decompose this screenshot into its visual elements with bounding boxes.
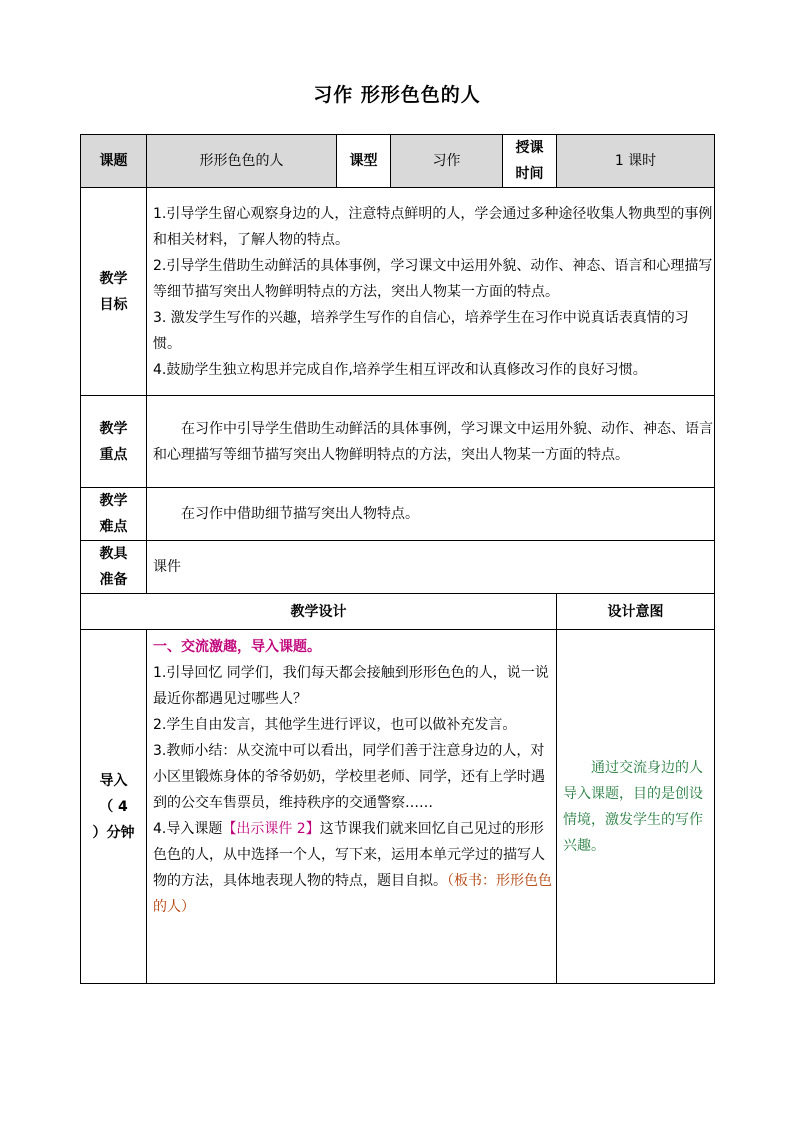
difficulties-row (81, 488, 715, 541)
objectives-label-line2: 目标 (99, 296, 128, 313)
difficulties-label-line2: 难点 (99, 519, 128, 535)
subject-label: 课题 (81, 135, 147, 188)
intro-step-4 (153, 816, 552, 920)
materials-text: 课件 (153, 559, 181, 575)
objective-item: 1.引导学生留心观察身边的人，注意特点鲜明的人，学会通过多种途径收集人物典型的事例和相关材料，了解人物的特点。 (153, 205, 713, 248)
intro-step: 2.学生自由发言，其他学生进行评议，也可以做补充发言。 (153, 717, 517, 733)
intro-intent (557, 630, 715, 984)
header-row (81, 135, 715, 188)
key-points-content (147, 396, 715, 488)
intent-label: 设计意图 (557, 594, 715, 630)
intro-label-line1: 导入 (99, 772, 128, 789)
design-label: 教学设计 (81, 594, 557, 630)
subject-value: 形形色色的人 (147, 135, 337, 188)
intro-label-line2: （ 4 (99, 798, 128, 815)
time-label (503, 135, 557, 188)
difficulties-label (81, 488, 147, 541)
key-points-row (81, 396, 715, 488)
intro-intent-text: 通过交流身边的人导入课题，目的是创设情境，激发学生的写作兴趣。 (563, 759, 703, 854)
key-points-label (81, 396, 147, 488)
intro-row (81, 630, 715, 984)
materials-content (147, 541, 715, 594)
intro-content (147, 630, 557, 984)
difficulties-content (147, 488, 715, 541)
board-writing-note: （板书：形形色色的人） (153, 873, 552, 915)
intro-step4-body: 这节课我们就来回忆自己见过的形形色色的人，从中选择一个人，写下来，运用本单元学过的描写人物的方法，具体地表现人物的特点，题目自拟。 (153, 821, 545, 889)
intro-step: 1.引导回忆 同学们，我们每天都会接触到形形色色的人，说一说最近你都遇见过哪些人？ (153, 665, 549, 707)
materials-label-line2: 准备 (99, 572, 128, 588)
materials-label (81, 541, 147, 594)
intro-label (81, 630, 147, 984)
key-points-text: 在习作中引导学生借助生动鲜活的具体事例，学习课文中运用外貌、动作、神态、语言和心理描写等细节描写突出人物鲜明特点的方法，突出人物某一方面的特点。 (153, 420, 713, 463)
time-label-line2: 时间 (515, 166, 544, 182)
key-points-label-line1: 教学 (99, 420, 128, 437)
time-label-line1: 授课 (515, 140, 544, 156)
design-header-row (81, 594, 715, 630)
page-title: 习作 形形色色的人 (313, 84, 481, 106)
objective-item: 4.鼓励学生独立构思并完成自作,培养学生相互评改和认真修改习作的良好习惯。 (153, 361, 647, 378)
objectives-label-line1: 教学 (99, 270, 128, 287)
difficulties-label-line1: 教学 (99, 493, 128, 509)
courseware-tag: 【出示课件 2】 (222, 821, 320, 837)
time-value: 1 课时 (557, 135, 715, 188)
objectives-label (81, 188, 147, 396)
intro-step: 3.教师小结：从交流中可以看出，同学们善于注意身边的人，对小区里锻炼身体的爷爷奶奶，学校里老师、同学，还有上学时遇到的公交车售票员，维持秩序的交通警察…… (153, 743, 545, 811)
difficulties-text: 在习作中借助细节描写突出人物特点。 (181, 506, 419, 522)
lesson-plan-table (80, 134, 715, 984)
key-points-label-line2: 重点 (99, 446, 128, 463)
intro-heading: 一、交流激趣，导入课题。 (153, 639, 321, 655)
objectives-row (81, 188, 715, 396)
materials-label-line1: 教具 (99, 546, 128, 562)
materials-row (81, 541, 715, 594)
intro-label-line3: ）分钟 (92, 824, 135, 841)
objectives-content (147, 188, 715, 396)
type-value: 习作 (391, 135, 503, 188)
intro-step4-prefix: 4.导入课题 (153, 821, 223, 837)
type-label: 课型 (337, 135, 391, 188)
objective-item: 2.引导学生借助生动鲜活的具体事例，学习课文中运用外貌、动作、神态、语言和心理描写等细节描写突出人物鲜明特点的方法，突出人物某一方面的特点。 (153, 257, 713, 300)
objective-item: 3. 激发学生写作的兴趣，培养学生写作的自信心，培养学生在习作中说真话表真情的习惯。 (153, 309, 689, 352)
